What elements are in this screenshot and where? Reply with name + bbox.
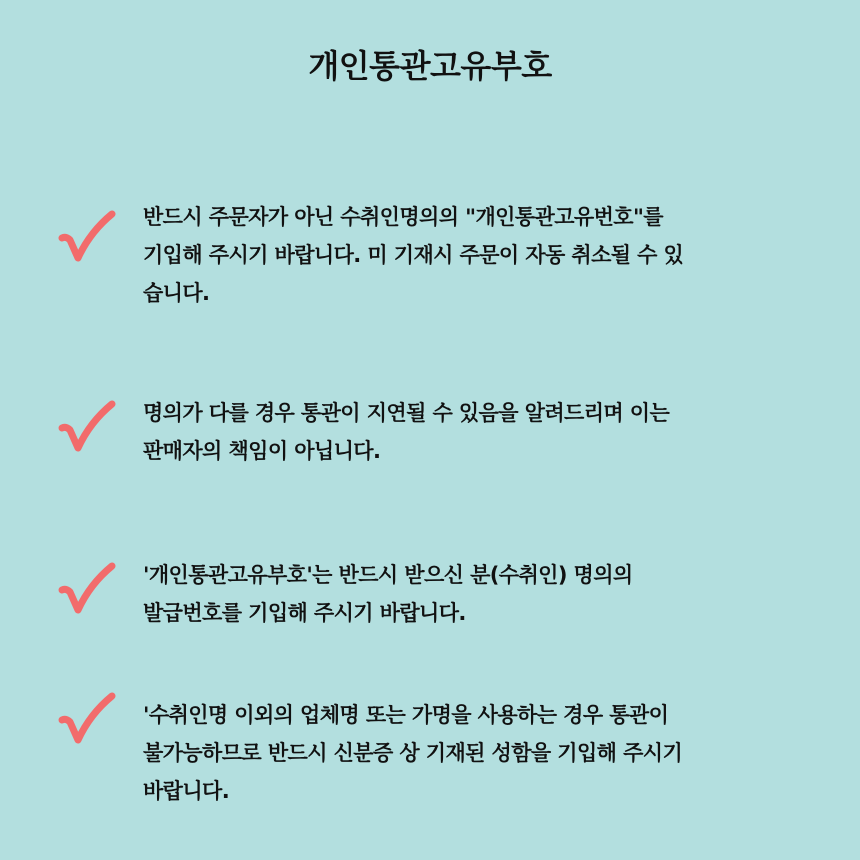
notice-text: 반드시 주문자가 아닌 수취인명의의 "개인통관고유번호"를 기입해 주시기 바랍니다. 미 기재시 주문이 자동 취소될 수 있 습니다. (143, 205, 684, 305)
checkmark-icon (56, 206, 118, 268)
checkmark-icon (56, 688, 118, 750)
checkmark-icon (56, 558, 118, 620)
notice-text: '수취인명 이외의 업체명 또는 가명을 사용하는 경우 통관이 불가능하므로 반드시 신분증 상 기재된 성함을 기입해 주시기 바랍니다. (143, 703, 683, 803)
checkmark-icon (56, 396, 118, 458)
page-title: 개인통관고유부호 (308, 47, 552, 85)
notice-text: 명의가 다를 경우 통관이 지연될 수 있음을 알려드리며 이는 판매자의 책임이 아닙니다. (143, 401, 670, 463)
notice-text: '개인통관고유부호'는 반드시 받으신 분(수취인) 명의의 발급번호를 기입해 주시기 바랍니다. (143, 563, 633, 625)
